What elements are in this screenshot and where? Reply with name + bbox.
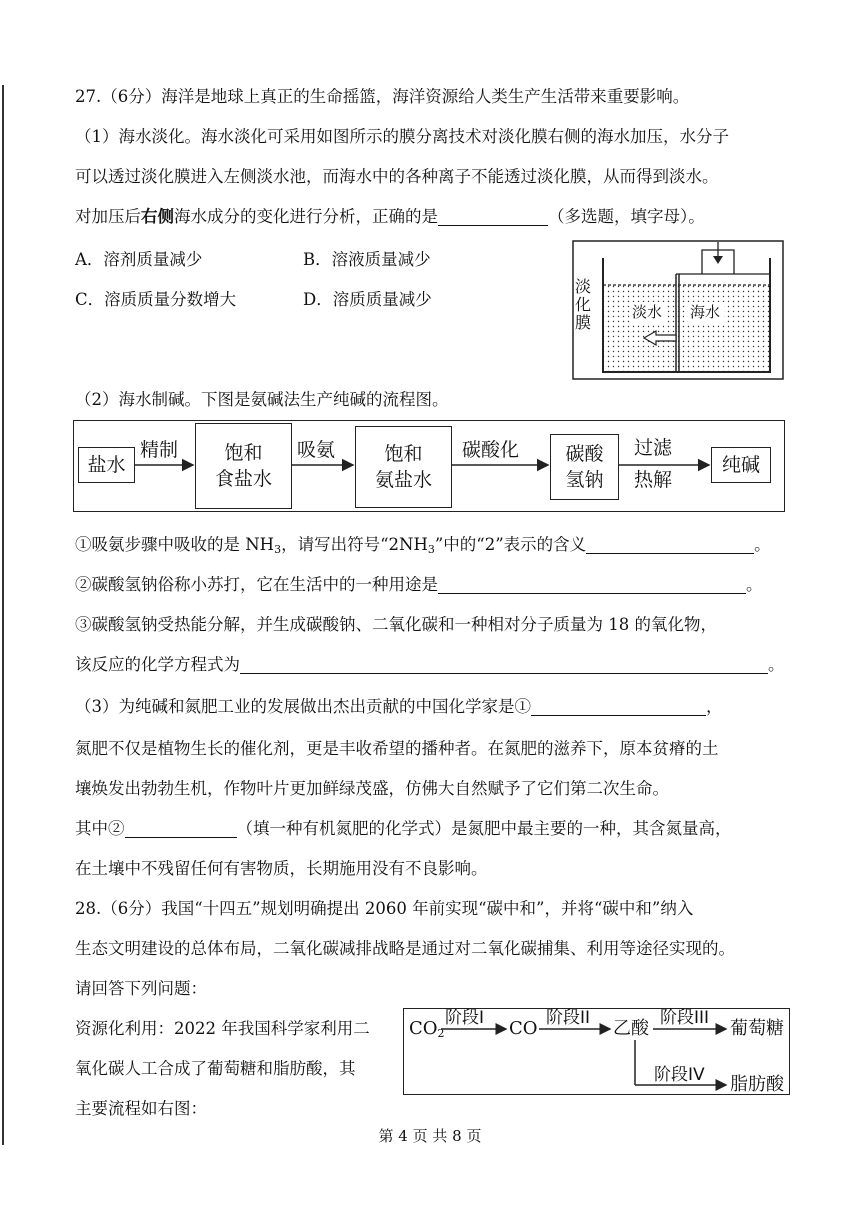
q27-p1-line1: （1）海水淡化。海水淡化可采用如图所示的膜分离技术对淡化膜右侧的海水加压，水分子 (75, 127, 729, 146)
membrane-label: 淡 化 膜 (575, 277, 592, 332)
q27-p1-line3-pre: 对加压后 (75, 207, 141, 226)
q27-p1-line3 (75, 205, 705, 229)
stage2-label: 阶段II (546, 1008, 591, 1028)
co2-flow-arrows (403, 1008, 788, 1093)
flow-arrow2-label: 吸氨 (297, 439, 336, 461)
answer-blank-2[interactable] (586, 535, 754, 554)
flow-arrow4-label-bottom: 热解 (634, 469, 673, 491)
stage3-label: 阶段III (660, 1008, 710, 1028)
acetic-acid-node: 乙酸 (613, 1018, 649, 1039)
freshwater-label: 淡水 (632, 303, 663, 321)
flow-arrow4-label-top: 过滤 (634, 437, 673, 459)
q27-s3-line2: 该反应的化学方程式为 。 (75, 655, 785, 674)
q28-line2: 生态文明建设的总体布局，二氧化碳减排战略是通过对二氧化碳捕集、利用等途径实现的。 (75, 939, 735, 958)
seawater-label: 海水 (690, 303, 721, 321)
q27-p1-line2: 可以透过淡化膜进入左侧淡水池，而海水中的各种离子不能透过淡化膜，从而得到淡水。 (75, 167, 719, 186)
page-edge-line (2, 85, 4, 1145)
answer-blank-3[interactable] (438, 575, 746, 594)
option-c: C．溶质质量分数增大 (75, 290, 237, 309)
flow-arrows (73, 420, 783, 510)
q27-p2-title: （2）海水制碱。下图是氨碱法生产纯碱的流程图。 (75, 390, 449, 409)
answer-blank-4[interactable] (240, 655, 768, 674)
q27-p3-line5: 在土壤中不残留任何有害物质，长期施用没有不良影响。 (75, 859, 488, 878)
q28-line6: 主要流程如右图： (75, 1099, 207, 1118)
flow-box-brine: 盐水 (78, 447, 135, 483)
q28-line5: 氧化碳人工合成了葡萄糖和脂肪酸，其 (75, 1059, 356, 1078)
q27-p3-line3: 壤焕发出勃勃生机，作物叶片更加鲜绿茂盛，仿佛大自然赋予了它们第二次生命。 (75, 779, 669, 798)
q27-p3-line1: （3）为纯碱和氮肥工业的发展做出杰出贡献的中国化学家是① ， (75, 697, 723, 716)
option-a: A．溶剂质量减少 (75, 250, 203, 269)
q27-s2: ②碳酸氢钠俗称小苏打，它在生活中的一种用途是 。 (75, 575, 763, 594)
flow-box-sodium-bicarbonate: 碳酸 氢钠 (550, 434, 619, 500)
answer-blank-6[interactable] (125, 819, 237, 838)
flow-arrow3-label: 碳酸化 (462, 439, 520, 461)
q27-title: 27.（6分）海洋是地球上真正的生命摇篮，海洋资源给人类生产生活带来重要影响。 (75, 87, 690, 106)
flow-arrow1-label: 精制 (140, 439, 179, 461)
co-node: CO (509, 1018, 538, 1039)
q28-line4: 资源化利用：2022 年我国科学家利用二 (75, 1019, 370, 1038)
stage4-label: 阶段IV (654, 1065, 705, 1085)
q27-p3-line4: 其中② （填一种有机氮肥的化学式）是氮肥中最主要的一种，其含氮量高， (75, 819, 732, 838)
q27-s3-line1: ③碳酸氢钠受热能分解，并生成碳酸钠、二氧化碳和一种相对分子质量为 18 的氧化物， (75, 615, 717, 634)
q27-s1: ①吸氨步骤中吸收的是 $NH_3$，请写出符号“$2NH_3$”中的“2”表示的含义 。 (75, 535, 771, 556)
q27-p1-line3-post: （多选题，填字母）。 (548, 207, 705, 226)
q28-line1: 28.（6分）我国“十四五”规划明确提出 2060 年前实现“碳中和”，并将“碳中和”纳入 (75, 899, 694, 918)
q27-p1-line3-bold: 右侧 (141, 207, 174, 226)
flow-box-soda-ash: 纯碱 (711, 447, 771, 483)
option-b: B．溶液质量减少 (303, 250, 431, 269)
glucose-node: 葡萄糖 (730, 1018, 784, 1039)
q27-p3-line2: 氮肥不仅是植物生长的催化剂，更是丰收希望的播种者。在氮肥的滋养下，原本贫瘠的土 (75, 739, 719, 758)
fatty-acid-node: 脂肪酸 (730, 1074, 784, 1095)
stage1-label: 阶段I (445, 1008, 485, 1028)
desalination-figure (572, 240, 784, 380)
q27-p1-line3-mid: 海水成分的变化进行分析，正确的是 (174, 207, 438, 226)
flow-box-ammonia-brine: 饱和 氨盐水 (355, 426, 452, 508)
page-footer: 第 4 页 共 8 页 (378, 1127, 482, 1145)
option-d: D．溶质质量减少 (303, 290, 432, 309)
co2-node: $CO_2$ (409, 1018, 445, 1040)
q28-line3: 请回答下列问题： (75, 979, 207, 998)
flow-box-saturated-brine: 饱和 食盐水 (195, 423, 292, 509)
answer-blank-1[interactable] (438, 207, 548, 226)
answer-blank-5[interactable] (531, 697, 706, 716)
